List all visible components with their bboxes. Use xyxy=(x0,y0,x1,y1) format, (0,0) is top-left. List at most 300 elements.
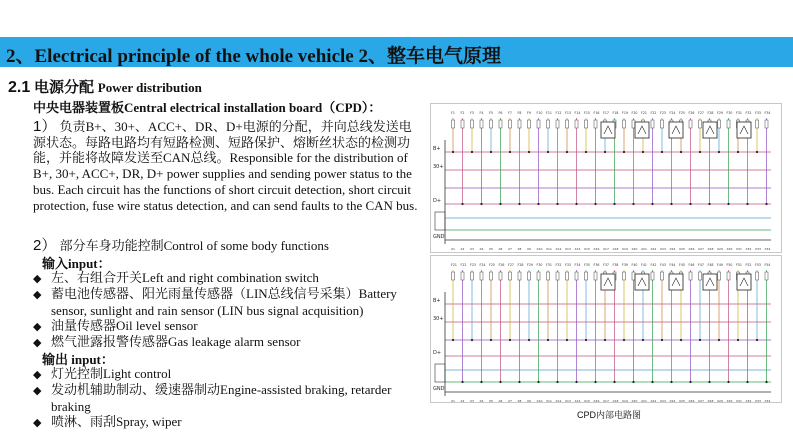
pin-label: X34 xyxy=(764,247,771,251)
pin-label: F16 xyxy=(593,111,600,115)
output-list xyxy=(33,366,418,430)
pin-label: X24 xyxy=(669,247,676,251)
pin-label: X4 xyxy=(479,247,484,251)
relay-icon xyxy=(601,274,615,290)
pin-label: X7 xyxy=(508,399,512,402)
fuse-icon xyxy=(499,120,502,128)
title-banner xyxy=(0,37,793,67)
pin-label: X31 xyxy=(736,399,742,402)
fuse-icon xyxy=(765,120,768,128)
bullet-icon: ◆ xyxy=(33,272,42,285)
list-item: ◆ 灯光控制Light control xyxy=(33,366,172,381)
pin-label: X30 xyxy=(726,399,733,402)
fuse-icon xyxy=(718,272,721,280)
pin-label: X20 xyxy=(631,399,638,402)
circuit-diagram-bottom xyxy=(430,255,782,403)
junction-dot xyxy=(632,381,634,383)
pin-label: X30 xyxy=(726,247,733,251)
fuse-icon xyxy=(518,272,521,280)
fuse-icon xyxy=(623,120,626,128)
section-title-en: Power distribution xyxy=(97,80,202,95)
fuse-icon xyxy=(528,272,531,280)
pin-label: X10 xyxy=(536,247,543,251)
pin-label: X21 xyxy=(641,399,647,402)
junction-dot xyxy=(613,203,615,205)
junction-dot xyxy=(461,381,463,383)
pin-label: F24 xyxy=(479,263,486,267)
pin-label: X2 xyxy=(460,399,465,402)
junction-dot xyxy=(556,203,558,205)
pin-label: F35 xyxy=(584,263,590,267)
pin-label: F7 xyxy=(508,111,512,115)
fuse-icon xyxy=(632,120,635,128)
relay-icon xyxy=(635,274,649,290)
paragraph-2-text: 部分车身功能控制Control of some body functions xyxy=(59,238,329,253)
pin-label: X1 xyxy=(451,247,455,251)
relay-icon xyxy=(737,274,751,290)
pin-label: F13 xyxy=(565,111,571,115)
pin-label: X13 xyxy=(565,247,571,251)
junction-dot xyxy=(737,151,739,153)
junction-dot xyxy=(623,339,625,341)
section-title-cn: 电源分配 xyxy=(34,80,95,96)
fuse-icon xyxy=(623,272,626,280)
pin-label: X3 xyxy=(470,399,474,402)
pin-label: F28 xyxy=(707,111,714,115)
pin-label: X33 xyxy=(755,247,761,251)
fuse-icon xyxy=(471,120,474,128)
pin-label: X31 xyxy=(736,247,742,251)
junction-dot xyxy=(566,151,568,153)
pin-label: X12 xyxy=(555,399,562,402)
figure-caption: CPD内部电路图 xyxy=(577,410,642,420)
fuse-icon xyxy=(537,272,540,280)
junction-dot xyxy=(737,339,739,341)
pin-label: X15 xyxy=(584,399,590,402)
pin-label: F19 xyxy=(622,111,628,115)
junction-dot xyxy=(699,339,701,341)
junction-dot xyxy=(708,381,710,383)
pin-label: F31 xyxy=(546,263,552,267)
junction-dot xyxy=(566,339,568,341)
pin-label: F9 xyxy=(527,111,531,115)
fuse-icon xyxy=(461,120,464,128)
pin-label: F1 xyxy=(451,111,455,115)
junction-dot xyxy=(708,203,710,205)
pin-label: F32 xyxy=(745,111,752,115)
bullet-icon: ◆ xyxy=(33,368,42,381)
pin-label: X9 xyxy=(527,399,531,402)
fuse-icon xyxy=(651,120,654,128)
fuse-icon xyxy=(480,120,483,128)
junction-dot xyxy=(642,339,644,341)
fuse-icon xyxy=(661,272,664,280)
pin-label: F33 xyxy=(755,111,761,115)
junction-dot xyxy=(746,381,748,383)
pin-label: F20 xyxy=(631,111,638,115)
pin-label: F33 xyxy=(565,263,571,267)
pin-label: F34 xyxy=(764,111,771,115)
pin-label: F10 xyxy=(536,111,543,115)
fuse-icon xyxy=(756,272,759,280)
pin-label: F51 xyxy=(736,263,742,267)
junction-dot xyxy=(556,381,558,383)
bullet-icon: ◆ xyxy=(33,415,42,429)
pin-label: F4 xyxy=(479,111,484,115)
bullet-icon: ◆ xyxy=(33,384,42,398)
fuse-icon xyxy=(499,272,502,280)
junction-dot xyxy=(585,339,587,341)
fuse-icon xyxy=(689,272,692,280)
pin-label: F38 xyxy=(612,263,619,267)
pin-label: F14 xyxy=(574,111,581,115)
junction-dot xyxy=(756,151,758,153)
pin-label: X8 xyxy=(517,247,522,251)
pin-label: X22 xyxy=(650,399,657,402)
pin-label: F12 xyxy=(555,111,562,115)
pin-label: X5 xyxy=(489,399,493,402)
junction-dot xyxy=(480,381,482,383)
junction-dot xyxy=(689,381,691,383)
pin-label: X23 xyxy=(660,247,666,251)
connector-box xyxy=(435,364,445,382)
pin-label: F26 xyxy=(498,263,505,267)
junction-dot xyxy=(452,339,454,341)
pin-label: F46 xyxy=(688,263,695,267)
junction-dot xyxy=(680,151,682,153)
fuse-icon xyxy=(528,120,531,128)
list-item: ◆ 喷淋、雨刮Spray, wiper xyxy=(33,413,182,429)
junction-dot xyxy=(461,203,463,205)
pin-label: F30 xyxy=(536,263,543,267)
junction-dot xyxy=(547,151,549,153)
fuse-icon xyxy=(632,272,635,280)
fuse-icon xyxy=(480,272,483,280)
junction-dot xyxy=(623,151,625,153)
pin-label: F39 xyxy=(622,263,628,267)
pin-label: F21 xyxy=(641,111,647,115)
fuse-icon xyxy=(718,120,721,128)
pin-label: X16 xyxy=(593,247,600,251)
fuse-icon xyxy=(509,120,512,128)
pin-label: F22 xyxy=(650,111,657,115)
pin-label: X20 xyxy=(631,247,638,251)
junction-dot xyxy=(537,203,539,205)
junction-dot xyxy=(452,151,454,153)
junction-dot xyxy=(585,151,587,153)
pin-label: F37 xyxy=(603,263,609,267)
junction-dot xyxy=(547,339,549,341)
pin-label: X15 xyxy=(584,247,590,251)
junction-dot xyxy=(699,151,701,153)
pin-label: X3 xyxy=(470,247,474,251)
relay-icon xyxy=(703,274,717,290)
junction-dot xyxy=(651,381,653,383)
junction-dot xyxy=(642,151,644,153)
fuse-icon xyxy=(699,272,702,280)
junction-dot xyxy=(727,203,729,205)
pin-label: F8 xyxy=(517,111,522,115)
junction-dot xyxy=(518,381,520,383)
junction-dot xyxy=(689,203,691,205)
pin-label: F24 xyxy=(669,111,676,115)
fuse-icon xyxy=(461,272,464,280)
fuse-icon xyxy=(594,272,597,280)
pin-label: X24 xyxy=(669,399,676,402)
junction-dot xyxy=(537,381,539,383)
junction-dot xyxy=(661,151,663,153)
pin-label: F2 xyxy=(460,111,465,115)
output-label: 输出 input： xyxy=(42,352,114,367)
pin-label: F40 xyxy=(631,263,638,267)
pin-label: X12 xyxy=(555,247,562,251)
junction-dot xyxy=(604,151,606,153)
pin-label: X2 xyxy=(460,247,465,251)
junction-dot xyxy=(765,203,767,205)
fuse-icon xyxy=(756,120,759,128)
pin-label: F53 xyxy=(755,263,761,267)
pin-label: X17 xyxy=(603,399,609,402)
rail-label: B+ xyxy=(433,298,441,304)
input-label: 输入input： xyxy=(42,256,111,271)
fuse-icon xyxy=(575,120,578,128)
pin-label: F3 xyxy=(470,111,474,115)
pin-label: X25 xyxy=(679,399,685,402)
junction-dot xyxy=(604,339,606,341)
pin-label: X29 xyxy=(717,399,723,402)
junction-dot xyxy=(509,339,511,341)
pin-label: F22 xyxy=(460,263,467,267)
fuse-icon xyxy=(575,272,578,280)
pin-label: X6 xyxy=(498,399,503,402)
pin-label: X19 xyxy=(622,247,628,251)
relay-icon xyxy=(669,122,683,138)
relay-icon xyxy=(737,122,751,138)
fuse-icon xyxy=(537,120,540,128)
pin-label: X29 xyxy=(717,247,723,251)
fuse-icon xyxy=(661,120,664,128)
cpd-heading: 中央电器装置板Central electrical installation board（CPD）： xyxy=(33,100,382,115)
fuse-icon xyxy=(585,120,588,128)
page-title: 2、Electrical principle of the whole vehicle 2、整车电气原理 xyxy=(6,46,501,67)
pin-label: X26 xyxy=(688,247,695,251)
junction-dot xyxy=(756,339,758,341)
pin-label: X34 xyxy=(764,399,771,402)
pin-label: F50 xyxy=(726,263,733,267)
pin-label: F42 xyxy=(650,263,657,267)
pin-label: X27 xyxy=(698,399,704,402)
fuse-icon xyxy=(490,272,493,280)
pin-label: X28 xyxy=(707,247,714,251)
junction-dot xyxy=(518,203,520,205)
fuse-icon xyxy=(566,120,569,128)
cpd-paragraph-1 xyxy=(33,119,418,213)
junction-dot xyxy=(471,151,473,153)
pin-label: X14 xyxy=(574,247,581,251)
junction-dot xyxy=(670,381,672,383)
pin-label: F11 xyxy=(546,111,552,115)
pin-label: F21 xyxy=(451,263,457,267)
junction-dot xyxy=(727,381,729,383)
pin-label: X28 xyxy=(707,399,714,402)
relay-icon xyxy=(601,122,615,138)
bullet-icon: ◆ xyxy=(33,319,42,333)
pin-label: F23 xyxy=(470,263,476,267)
junction-dot xyxy=(528,339,530,341)
pin-label: F52 xyxy=(745,263,752,267)
pin-label: F5 xyxy=(489,111,493,115)
pin-label: F28 xyxy=(517,263,524,267)
fuse-icon xyxy=(509,272,512,280)
pin-label: X19 xyxy=(622,399,628,402)
fuse-icon xyxy=(651,272,654,280)
junction-dot xyxy=(765,381,767,383)
pin-label: X18 xyxy=(612,247,619,251)
pin-label: X6 xyxy=(498,247,503,251)
fuse-icon xyxy=(689,120,692,128)
fuse-icon xyxy=(699,120,702,128)
junction-dot xyxy=(594,381,596,383)
pin-label: X27 xyxy=(698,247,704,251)
pin-label: F27 xyxy=(698,111,704,115)
junction-dot xyxy=(528,151,530,153)
fuse-icon xyxy=(490,120,493,128)
section-number: 2.1 xyxy=(8,79,31,96)
junction-dot xyxy=(575,203,577,205)
list-item: ◆ 燃气泄露报警传感器Gas leakage alarm sensor xyxy=(33,334,301,350)
pin-label: X18 xyxy=(612,399,619,402)
junction-dot xyxy=(613,381,615,383)
pin-label: F47 xyxy=(698,263,704,267)
pin-label: X26 xyxy=(688,399,695,402)
pin-label: X4 xyxy=(479,399,484,402)
pin-label: F25 xyxy=(679,111,685,115)
fuse-icon xyxy=(566,272,569,280)
rail-label: 30+ xyxy=(433,316,444,322)
rail-label: D+ xyxy=(433,198,442,204)
junction-dot xyxy=(480,203,482,205)
pin-label: F29 xyxy=(527,263,533,267)
pin-label: X16 xyxy=(593,399,600,402)
junction-dot xyxy=(509,151,511,153)
pin-label: F44 xyxy=(669,263,676,267)
pin-label: F6 xyxy=(498,111,503,115)
list-item: ◆ 油量传感器Oil level sensor xyxy=(33,317,198,333)
pin-label: X23 xyxy=(660,399,666,402)
pin-label: F49 xyxy=(717,263,723,267)
pin-label: X7 xyxy=(508,247,512,251)
junction-dot xyxy=(718,339,720,341)
relay-icon xyxy=(635,122,649,138)
junction-dot xyxy=(632,203,634,205)
pin-label: X22 xyxy=(650,247,657,251)
pin-label: F31 xyxy=(736,111,742,115)
pin-label: X13 xyxy=(565,399,571,402)
pin-label: X33 xyxy=(755,399,761,402)
pin-label: X32 xyxy=(745,247,752,251)
input-list xyxy=(33,270,418,350)
fuse-icon xyxy=(471,272,474,280)
junction-dot xyxy=(670,203,672,205)
pin-label: X11 xyxy=(546,247,552,251)
pin-label: F45 xyxy=(679,263,685,267)
pin-label: X11 xyxy=(546,399,552,402)
fuse-icon xyxy=(765,272,768,280)
junction-dot xyxy=(490,151,492,153)
circuit-diagram-top xyxy=(430,103,782,253)
pin-label: F17 xyxy=(603,111,609,115)
pin-label: F29 xyxy=(717,111,723,115)
bullet-icon: ◆ xyxy=(33,288,42,302)
pin-label: F23 xyxy=(660,111,666,115)
junction-dot xyxy=(680,339,682,341)
pin-label: X17 xyxy=(603,247,609,251)
bullet-icon: ◆ xyxy=(33,336,42,350)
pin-label: X1 xyxy=(451,399,455,402)
pin-label: X9 xyxy=(527,247,531,251)
pin-label: F27 xyxy=(508,263,514,267)
rail-label: GND xyxy=(433,386,445,392)
junction-dot xyxy=(499,203,501,205)
junction-dot xyxy=(718,151,720,153)
junction-dot xyxy=(746,203,748,205)
paragraph-1-number: 1） xyxy=(33,118,57,135)
paragraph-1-text: 负责B+、30+、ACC+、DR、D+电源的分配，并向总线发送电源状态。每路电路均有短路检测、短路保护、熔断丝状态的检测功能，并能将故障发送至CAN总线。Responsible for the distribution of B+, 30+, ACC+, DR, D+ power supplies and sending power status to the bus. Each circuit has the functions of short circuit detection, short circuit protection, fuse wire status detection, and can send faults to the CAN bus. xyxy=(33,119,418,213)
pin-label: F32 xyxy=(555,263,562,267)
pin-label: F15 xyxy=(584,111,590,115)
pin-label: F43 xyxy=(660,263,666,267)
pin-label: F30 xyxy=(726,111,733,115)
paragraph-2-number: 2） xyxy=(33,237,57,254)
pin-label: F48 xyxy=(707,263,714,267)
pin-label: F25 xyxy=(489,263,495,267)
list-item: ◆ 左、右组合开关Left and right combination switch xyxy=(33,270,319,285)
pin-label: X14 xyxy=(574,399,581,402)
junction-dot xyxy=(471,339,473,341)
pin-label: F26 xyxy=(688,111,695,115)
list-item: ◆ 蓄电池传感器、阳光雨量传感器（LIN总线信号采集）Battery sensor, sunlight and rain sensor (LIN bus signal acquisition) xyxy=(33,286,397,318)
pin-label: X8 xyxy=(517,399,522,402)
fuse-icon xyxy=(452,120,455,128)
junction-dot xyxy=(594,203,596,205)
rail-label: B+ xyxy=(433,146,441,152)
junction-dot xyxy=(490,339,492,341)
junction-dot xyxy=(499,381,501,383)
pin-label: X32 xyxy=(745,399,752,402)
pin-label: F36 xyxy=(593,263,600,267)
fuse-icon xyxy=(727,272,730,280)
fuse-icon xyxy=(727,120,730,128)
junction-dot xyxy=(651,203,653,205)
fuse-icon xyxy=(556,120,559,128)
pin-label: X10 xyxy=(536,399,543,402)
junction-dot xyxy=(575,381,577,383)
rail-label: 30+ xyxy=(433,164,444,170)
fuse-icon xyxy=(452,272,455,280)
rail-label: GND xyxy=(433,234,445,240)
fuse-icon xyxy=(518,120,521,128)
junction-dot xyxy=(661,339,663,341)
list-item: ◆ 发动机辅助制动、缓速器制动Engine-assisted braking, retarder braking xyxy=(33,382,392,414)
pin-label: F18 xyxy=(612,111,619,115)
connector-box xyxy=(435,212,445,230)
cpd-paragraph-2 xyxy=(33,234,329,255)
pin-label: F54 xyxy=(764,263,771,267)
fuse-icon xyxy=(594,120,597,128)
rail-label: D+ xyxy=(433,350,442,356)
fuse-icon xyxy=(556,272,559,280)
pin-label: X25 xyxy=(679,247,685,251)
